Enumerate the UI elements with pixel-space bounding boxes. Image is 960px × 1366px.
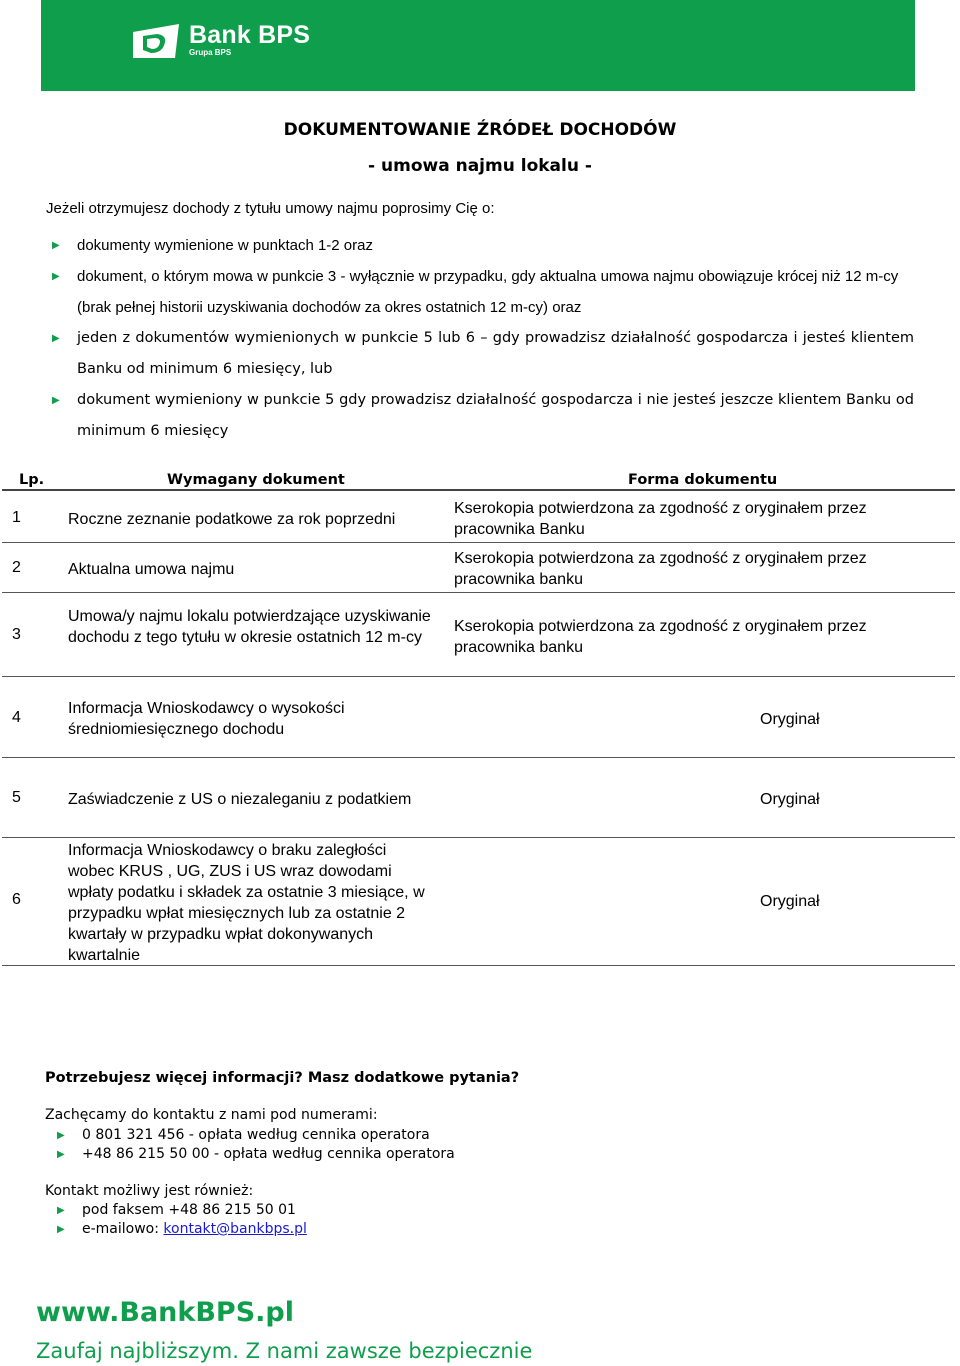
table-row (2, 543, 955, 593)
email-link[interactable]: kontakt@bankbps.pl (163, 1221, 307, 1237)
bullet-arrow-icon: ▶ (52, 395, 60, 406)
header-form: Forma dokumentu (628, 472, 778, 488)
row-document: Roczne zeznanie podatkowe za rok poprzedni (68, 511, 396, 528)
bullet-arrow-icon: ▶ (52, 240, 60, 251)
documents-table (2, 472, 955, 964)
table-row (2, 593, 955, 677)
bullet-arrow-icon: ▶ (57, 1130, 65, 1141)
list-item: ▶ dokument wymieniony w punkcie 5 gdy prowadzisz działalność gospodarcza i nie jesteś jeszcze klientem Banku od minimum 6 miesięcy (52, 385, 914, 447)
phone-number[interactable]: 0 801 321 456 - opłata według cennika operatora (82, 1127, 430, 1143)
list-item: ▶ jeden z dokumentów wymienionych w punkcie 5 lub 6 – gdy prowadzisz działalność gospodarcza i jesteś klientem Banku od minimum 6 miesięcy, lub (52, 323, 914, 385)
list-item (57, 1220, 307, 1239)
brand-sub: Grupa BPS (189, 48, 232, 57)
brand-name: Bank BPS (189, 21, 311, 49)
phone-list (57, 1126, 455, 1164)
row-form: Oryginał (760, 893, 820, 910)
row-number: 4 (12, 709, 21, 726)
list-item: ▶ dokumenty wymienione w punktach 1-2 oraz (52, 230, 914, 261)
header-document: Wymagany dokument (167, 472, 345, 488)
row-form: Oryginał (760, 711, 820, 728)
header-banner (41, 0, 915, 91)
email-label: e-mailowo: (82, 1221, 164, 1237)
list-item: ▶ dokument, o którym mowa w punkcie 3 - wyłącznie w przypadku, gdy aktualna umowa najmu obowiązuje krócej niż 12 m-cy (brak pełnej historii uzyskiwania dochodów za okres ostatnich 12 m-cy) oraz (52, 261, 914, 323)
list-item (57, 1126, 455, 1145)
bank-logo[interactable] (131, 20, 310, 60)
table-header (2, 472, 955, 490)
list-item (57, 1145, 455, 1164)
row-form: Kserokopia potwierdzona za zgodność z oryginałem przez pracownika banku (454, 618, 867, 656)
table-row (2, 677, 955, 758)
row-document: Informacja Wnioskodawcy o braku zaległości wobec KRUS , UG, ZUS i US wraz dowodami wpłaty podatku i składek za ostatnie 3 miesiące, w przypadku wpłat miesięcznych lub za ostatnie 2 kwartały w przypadku wpłat dokonywanych kwartalnie (68, 842, 425, 964)
phones-intro: Zachęcamy do kontaktu z nami pod numerami: (45, 1107, 378, 1123)
footer-website-link[interactable]: www.BankBPS.pl (36, 1297, 294, 1328)
table-row (2, 758, 955, 838)
row-form: Oryginał (760, 791, 820, 808)
footer-slogan: Zaufaj najbliższym. Z nami zawsze bezpiecznie (36, 1339, 533, 1363)
row-form: Kserokopia potwierdzona za zgodność z oryginałem przez pracownika banku (454, 550, 867, 588)
row-document: Zaświadczenie z US o niezaleganiu z podatkiem (68, 791, 412, 808)
row-number: 2 (12, 559, 21, 576)
phone-number[interactable]: +48 86 215 50 00 - opłata według cennika operatora (82, 1146, 455, 1162)
other-contact-list (57, 1201, 307, 1239)
table-row (2, 838, 955, 966)
bullet-arrow-icon: ▶ (57, 1224, 65, 1235)
header-divider (2, 489, 955, 491)
page-title: DOKUMENTOWANIE ŹRÓDEŁ DOCHODÓW (283, 120, 677, 140)
other-contact-intro: Kontakt możliwy jest również: (45, 1183, 254, 1199)
row-document: Umowa/y najmu lokalu potwierdzające uzyskiwanie dochodu z tego tytułu w okresie ostatnich 12 m-cy (68, 608, 431, 646)
intro-text: Jeżeli otrzymujesz dochody z tytułu umowy najmu poprosimy Cię o: (46, 200, 495, 217)
row-number: 6 (12, 891, 21, 908)
page-subtitle: - umowa najmu lokalu - (368, 156, 592, 176)
row-form: Kserokopia potwierdzona za zgodność z oryginałem przez pracownika Banku (454, 500, 867, 538)
bullet-arrow-icon: ▶ (57, 1205, 65, 1216)
contact-heading: Potrzebujesz więcej informacji? Masz dodatkowe pytania? (45, 1070, 520, 1086)
list-item (57, 1201, 307, 1220)
row-document: Aktualna umowa najmu (68, 561, 235, 578)
row-document: Informacja Wnioskodawcy o wysokości średniomiesięcznego dochodu (68, 700, 345, 738)
fax-number: pod faksem +48 86 215 50 01 (82, 1202, 296, 1218)
bullet-arrow-icon: ▶ (57, 1149, 65, 1160)
bullet-arrow-icon: ▶ (52, 271, 60, 282)
table-row (2, 493, 955, 543)
header-lp: Lp. (19, 472, 45, 488)
row-number: 3 (12, 626, 21, 643)
bank-bps-logo-icon (131, 20, 181, 60)
row-number: 5 (12, 789, 21, 806)
row-number: 1 (12, 509, 21, 526)
bullet-arrow-icon: ▶ (52, 333, 60, 344)
requirements-list (52, 230, 914, 447)
